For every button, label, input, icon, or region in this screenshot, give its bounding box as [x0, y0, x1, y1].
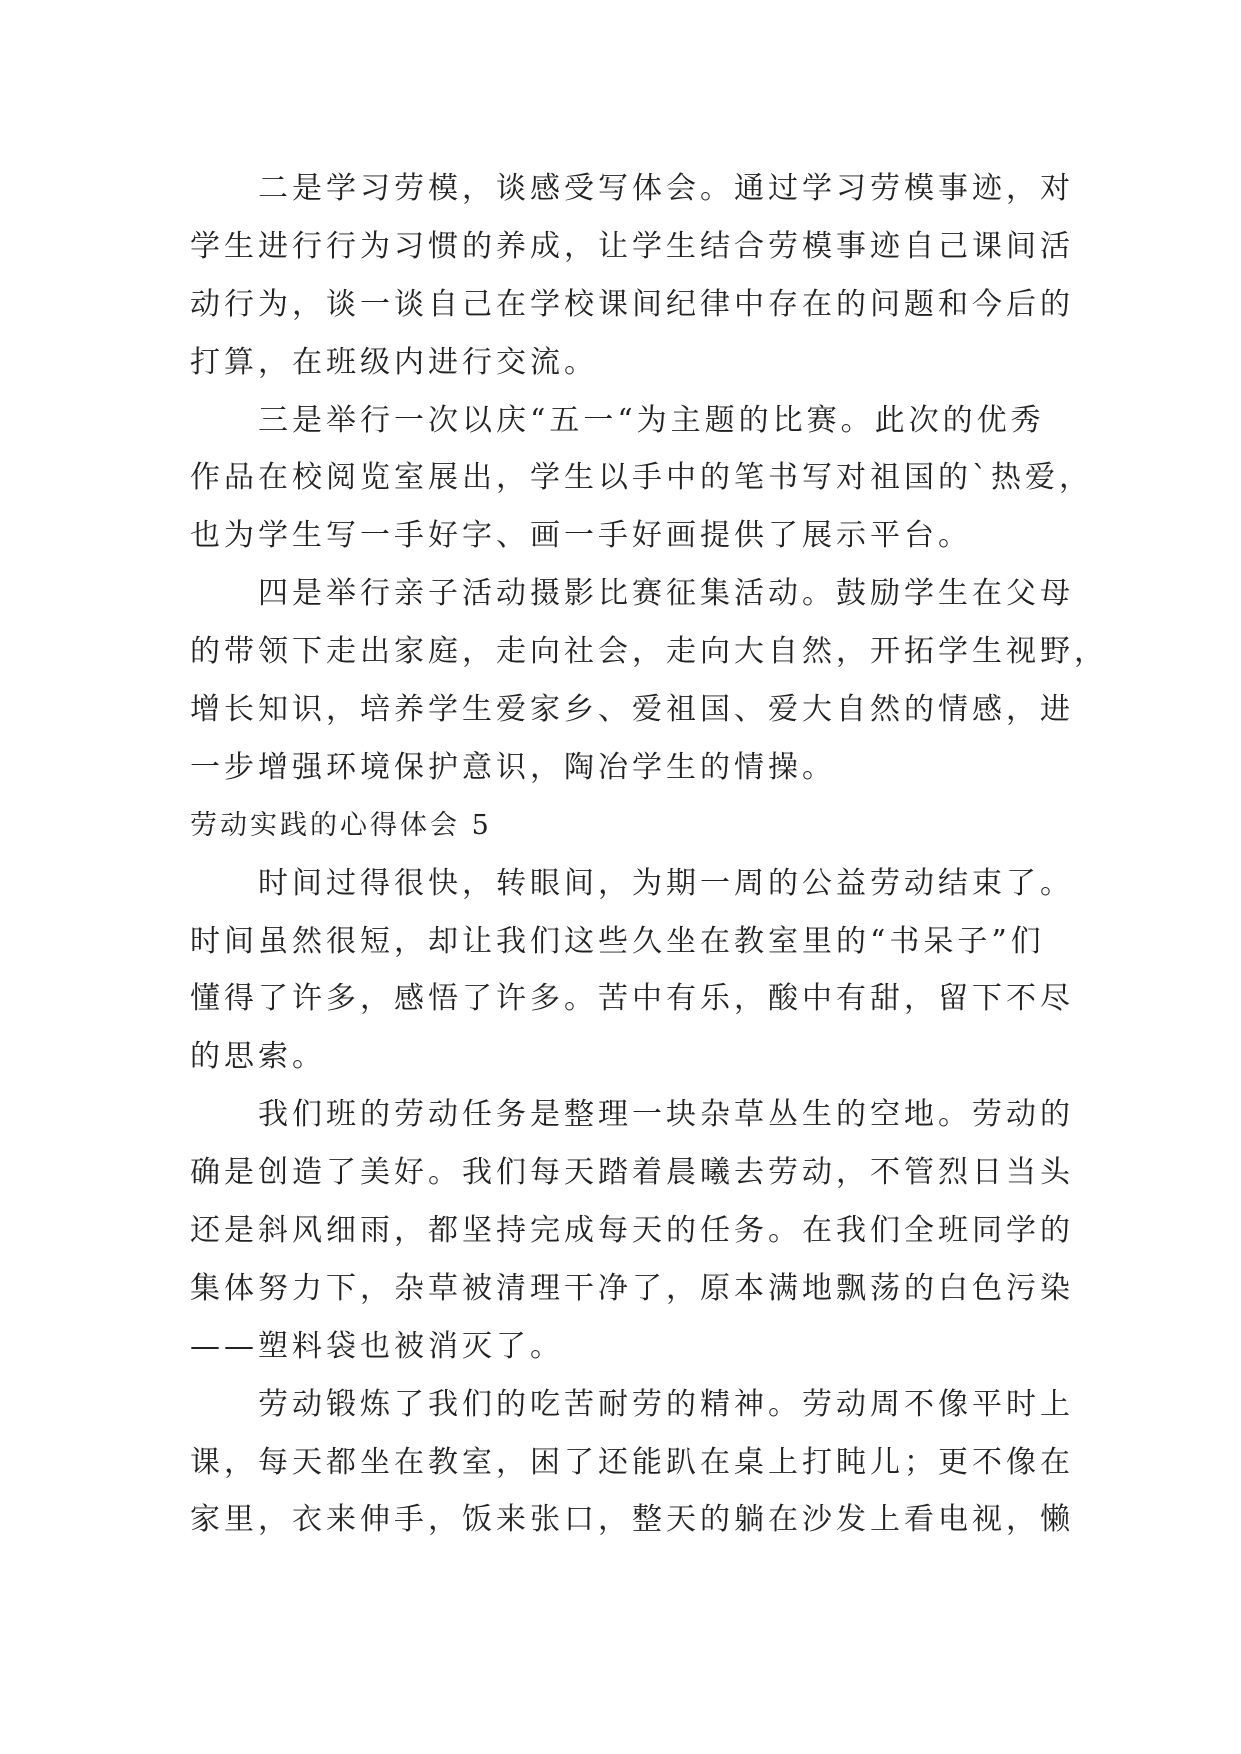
text-line: 作品在校阅览室展出，学生以手中的笔书写对祖国的`热爱， — [190, 460, 1093, 496]
text-line: 家里，衣来伸手，饭来张口，整天的躺在沙发上看电视，懒 — [190, 1502, 1074, 1538]
text-line: 的带领下走出家庭，走向社会，走向大自然，开拓学生视野， — [190, 634, 1108, 670]
text-line: 确是创造了美好。我们每天踏着晨曦去劳动，不管烈日当头 — [190, 1155, 1074, 1191]
text-line: 增长知识，培养学生爱家乡、爱祖国、爱大自然的情感，进 — [190, 692, 1074, 728]
text-line: 懂得了许多，感悟了许多。苦中有乐，酸中有甜，留下不尽 — [190, 981, 1074, 1017]
text-line: 二是学习劳模，谈感受写体会。通过学习劳模事迹，对 — [258, 171, 1074, 206]
text-line: 劳动锻炼了我们的吃苦耐劳的精神。劳动周不像平时上 — [258, 1386, 1074, 1422]
text-line: 四是举行亲子活动摄影比赛征集活动。鼓励学生在父母 — [258, 576, 1074, 612]
text-line: 三是举行一次以庆“五一“为主题的比赛。此次的优秀 — [258, 402, 1045, 438]
section-heading: 劳动实践的心得体会 5 — [190, 809, 492, 841]
text-line: 课，每天都坐在教室，困了还能趴在桌上打盹儿；更不像在 — [190, 1444, 1074, 1480]
text-line: 我们班的劳动任务是整理一块杂草丛生的空地。劳动的 — [258, 1097, 1074, 1133]
text-line: 打算，在班级内进行交流。 — [190, 344, 598, 380]
document-body — [190, 160, 1108, 1549]
text-line: 时间过得很快，转眼间，为期一周的公益劳动结束了。 — [258, 865, 1074, 901]
text-line: 一步增强环境保护意识，陶冶学生的情操。 — [190, 749, 836, 785]
text-line: 也为学生写一手好字、画一手好画提供了展示平台。 — [190, 518, 972, 554]
text-line: 动行为，谈一谈自己在学校课间纪律中存在的问题和今后的 — [190, 286, 1074, 322]
text-line: 还是斜风细雨，都坚持完成每天的任务。在我们全班同学的 — [190, 1213, 1074, 1249]
text-line: 的思索。 — [190, 1039, 326, 1075]
text-line: ——塑料袋也被消灭了。 — [190, 1328, 564, 1364]
text-line: 学生进行行为习惯的养成，让学生结合劳模事迹自己课间活 — [190, 228, 1074, 264]
text-line: 集体努力下，杂草被清理干净了，原本满地飘荡的白色污染 — [190, 1270, 1074, 1306]
text-line: 时间虽然很短，却让我们这些久坐在教室里的“书呆子”们 — [190, 923, 1045, 959]
